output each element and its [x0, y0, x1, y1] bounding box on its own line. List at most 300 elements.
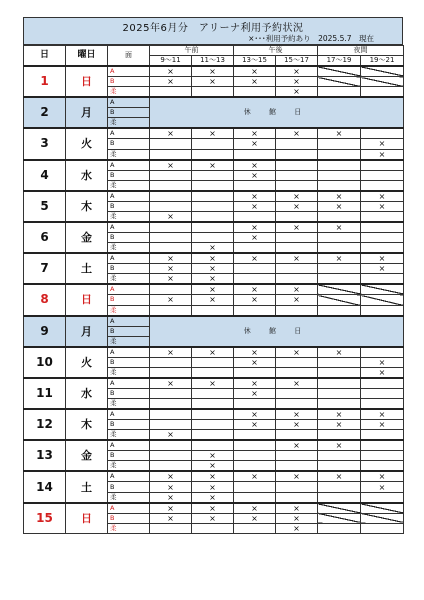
closed-day-label: 休 館 日 [150, 316, 404, 347]
facility-label: 柔 [108, 336, 150, 347]
empty-slot [276, 149, 318, 160]
facility-label: B [108, 482, 150, 492]
day-number: 4 [24, 160, 66, 191]
empty-slot [234, 461, 276, 472]
reserved-mark: × [361, 357, 404, 367]
facility-label: A [108, 97, 150, 108]
reserved-mark: × [276, 347, 318, 358]
facility-label: B [108, 357, 150, 367]
weekday: 火 [66, 128, 108, 159]
empty-slot [192, 170, 234, 180]
facility-label: B [108, 420, 150, 430]
reserved-mark: × [318, 420, 361, 430]
reserved-mark: × [192, 66, 234, 77]
empty-slot [150, 191, 192, 202]
reserved-mark: × [150, 160, 192, 171]
reserved-mark: × [361, 253, 404, 264]
empty-slot [318, 451, 361, 461]
facility-label: 柔 [108, 211, 150, 222]
empty-slot [192, 420, 234, 430]
reserved-mark: × [276, 409, 318, 420]
reserved-mark: × [150, 295, 192, 305]
weekday: 水 [66, 378, 108, 409]
facility-label: B [108, 232, 150, 242]
empty-slot [318, 399, 361, 410]
reserved-mark: × [276, 471, 318, 482]
reserved-mark: × [150, 503, 192, 514]
reserved-mark: × [150, 274, 192, 285]
facility-label: 柔 [108, 461, 150, 472]
empty-slot [318, 357, 361, 367]
reserved-mark: × [192, 243, 234, 254]
reserved-mark: × [276, 66, 318, 77]
empty-slot [361, 378, 404, 389]
weekday: 日 [66, 503, 108, 534]
empty-slot [192, 201, 234, 211]
table-row [24, 316, 404, 327]
reserved-mark: × [150, 66, 192, 77]
empty-slot [276, 399, 318, 410]
reserved-mark: × [276, 420, 318, 430]
reserved-mark: × [192, 128, 234, 139]
reserved-mark: × [234, 253, 276, 264]
empty-slot [276, 357, 318, 367]
reserved-mark: × [192, 378, 234, 389]
day-number: 2 [24, 97, 66, 128]
empty-slot [361, 461, 404, 472]
empty-slot [150, 399, 192, 410]
reserved-mark: × [192, 77, 234, 87]
table-row [24, 347, 404, 358]
col-header-day: 日 [24, 46, 66, 67]
reserved-mark: × [276, 222, 318, 233]
empty-slot [318, 305, 361, 316]
reserved-mark: × [234, 191, 276, 202]
facility-label: A [108, 316, 150, 327]
reserved-mark: × [361, 191, 404, 202]
facility-label: B [108, 77, 150, 87]
empty-slot [361, 170, 404, 180]
empty-slot [276, 430, 318, 441]
empty-slot [150, 357, 192, 367]
day-number: 10 [24, 347, 66, 378]
unavailable-slot [361, 503, 404, 514]
empty-slot [150, 305, 192, 316]
reserved-mark: × [234, 170, 276, 180]
page-title: 2025年6月分 アリーナ利用予約状況 [122, 23, 304, 34]
reserved-mark: × [234, 420, 276, 430]
weekday: 木 [66, 191, 108, 222]
empty-slot [318, 482, 361, 492]
empty-slot [234, 243, 276, 254]
weekday: 日 [66, 284, 108, 315]
empty-slot [361, 430, 404, 441]
empty-slot [318, 160, 361, 171]
facility-label: 柔 [108, 274, 150, 285]
empty-slot [192, 139, 234, 149]
day-number: 15 [24, 503, 66, 534]
facility-label: 柔 [108, 118, 150, 129]
reserved-mark: × [361, 471, 404, 482]
empty-slot [150, 222, 192, 233]
reserved-mark: × [318, 128, 361, 139]
reserved-mark: × [318, 347, 361, 358]
empty-slot [192, 211, 234, 222]
empty-slot [234, 523, 276, 533]
reserved-mark: × [318, 253, 361, 264]
reserved-mark: × [234, 284, 276, 295]
empty-slot [361, 211, 404, 222]
reserved-mark: × [276, 77, 318, 87]
reserved-mark: × [361, 139, 404, 149]
facility-label: A [108, 191, 150, 202]
reserved-mark: × [234, 201, 276, 211]
reserved-mark: × [361, 482, 404, 492]
day-number: 3 [24, 128, 66, 159]
empty-slot [276, 305, 318, 316]
empty-slot [234, 264, 276, 274]
day-number: 5 [24, 191, 66, 222]
facility-label: B [108, 295, 150, 305]
empty-slot [276, 170, 318, 180]
reserved-mark: × [276, 284, 318, 295]
day-number: 9 [24, 316, 66, 347]
reserved-mark: × [361, 367, 404, 378]
table-row [24, 222, 404, 233]
day-number: 8 [24, 284, 66, 315]
empty-slot [150, 87, 192, 98]
empty-slot [192, 357, 234, 367]
empty-slot [234, 451, 276, 461]
empty-slot [234, 430, 276, 441]
empty-slot [318, 523, 361, 533]
reserved-mark: × [192, 482, 234, 492]
empty-slot [234, 87, 276, 98]
empty-slot [192, 149, 234, 160]
reservation-sheet [23, 17, 403, 534]
empty-slot [234, 399, 276, 410]
reserved-mark: × [276, 201, 318, 211]
reserved-mark: × [192, 284, 234, 295]
reserved-mark: × [276, 128, 318, 139]
reserved-mark: × [150, 253, 192, 264]
reserved-mark: × [234, 77, 276, 87]
day-number: 7 [24, 253, 66, 284]
day-number: 6 [24, 222, 66, 253]
facility-label: 柔 [108, 492, 150, 503]
reserved-mark: × [192, 253, 234, 264]
table-row [24, 503, 404, 514]
facility-label: A [108, 160, 150, 171]
empty-slot [276, 461, 318, 472]
empty-slot [361, 160, 404, 171]
reserved-mark: × [276, 523, 318, 533]
reserved-mark: × [192, 451, 234, 461]
facility-label: 柔 [108, 523, 150, 533]
empty-slot [192, 440, 234, 451]
weekday: 火 [66, 347, 108, 378]
closed-day-label: 休 館 日 [150, 97, 404, 128]
empty-slot [318, 139, 361, 149]
reserved-mark: × [234, 347, 276, 358]
empty-slot [276, 482, 318, 492]
unavailable-slot [361, 295, 404, 305]
unavailable-slot [318, 284, 361, 295]
day-number: 13 [24, 440, 66, 471]
empty-slot [361, 274, 404, 285]
empty-slot [318, 492, 361, 503]
facility-label: A [108, 66, 150, 77]
empty-slot [234, 367, 276, 378]
unavailable-slot [361, 77, 404, 87]
col-header-facility: 面 [108, 46, 150, 67]
empty-slot [234, 274, 276, 285]
reserved-mark: × [234, 388, 276, 398]
reserved-mark: × [234, 139, 276, 149]
empty-slot [192, 388, 234, 398]
empty-slot [276, 264, 318, 274]
reserved-mark: × [234, 471, 276, 482]
empty-slot [276, 274, 318, 285]
facility-label: A [108, 284, 150, 295]
facility-label: B [108, 326, 150, 336]
empty-slot [318, 232, 361, 242]
empty-slot [361, 492, 404, 503]
unavailable-slot [318, 66, 361, 77]
table-row [24, 66, 404, 77]
reserved-mark: × [318, 222, 361, 233]
schedule-table [23, 45, 404, 534]
empty-slot [150, 139, 192, 149]
empty-slot [150, 201, 192, 211]
empty-slot [318, 211, 361, 222]
unavailable-slot [361, 66, 404, 77]
facility-label: B [108, 513, 150, 523]
empty-slot [361, 305, 404, 316]
reserved-mark: × [150, 482, 192, 492]
reserved-mark: × [361, 264, 404, 274]
empty-slot [150, 461, 192, 472]
table-row [24, 378, 404, 389]
facility-label: A [108, 440, 150, 451]
empty-slot [276, 367, 318, 378]
empty-slot [276, 139, 318, 149]
table-row [24, 440, 404, 451]
reserved-mark: × [150, 378, 192, 389]
reserved-mark: × [150, 128, 192, 139]
empty-slot [150, 367, 192, 378]
facility-label: 柔 [108, 243, 150, 254]
facility-label: A [108, 222, 150, 233]
facility-label: 柔 [108, 305, 150, 316]
reserved-mark: × [234, 357, 276, 367]
empty-slot [150, 180, 192, 191]
empty-slot [361, 243, 404, 254]
empty-slot [150, 149, 192, 160]
reserved-mark: × [192, 295, 234, 305]
unavailable-slot [318, 295, 361, 305]
slot-header: 13～15 [234, 56, 276, 67]
table-row [24, 128, 404, 139]
weekday: 土 [66, 253, 108, 284]
weekday: 金 [66, 440, 108, 471]
reserved-mark: × [234, 409, 276, 420]
group-header-afternoon: 午後 [234, 46, 318, 56]
empty-slot [150, 440, 192, 451]
empty-slot [318, 274, 361, 285]
table-row [24, 97, 404, 108]
facility-label: A [108, 409, 150, 420]
reserved-mark: × [234, 513, 276, 523]
table-row [24, 191, 404, 202]
reserved-mark: × [276, 191, 318, 202]
reserved-mark: × [192, 347, 234, 358]
reserved-mark: × [192, 264, 234, 274]
facility-label: A [108, 347, 150, 358]
empty-slot [150, 170, 192, 180]
reserved-mark: × [150, 513, 192, 523]
reserved-mark: × [192, 160, 234, 171]
reserved-mark: × [150, 77, 192, 87]
empty-slot [361, 232, 404, 242]
empty-slot [234, 492, 276, 503]
empty-slot [150, 388, 192, 398]
table-row [24, 471, 404, 482]
empty-slot [192, 232, 234, 242]
weekday: 土 [66, 471, 108, 502]
reserved-mark: × [234, 503, 276, 514]
empty-slot [276, 451, 318, 461]
empty-slot [361, 399, 404, 410]
table-row [24, 284, 404, 295]
empty-slot [192, 180, 234, 191]
empty-slot [361, 180, 404, 191]
empty-slot [318, 367, 361, 378]
weekday: 日 [66, 66, 108, 97]
reserved-mark: × [361, 201, 404, 211]
empty-slot [192, 523, 234, 533]
col-header-weekday: 曜日 [66, 46, 108, 67]
weekday: 金 [66, 222, 108, 253]
facility-label: B [108, 451, 150, 461]
reserved-mark: × [150, 471, 192, 482]
facility-label: A [108, 378, 150, 389]
empty-slot [276, 492, 318, 503]
reserved-mark: × [276, 503, 318, 514]
reserved-mark: × [318, 191, 361, 202]
slot-header: 17～19 [318, 56, 361, 67]
facility-label: B [108, 388, 150, 398]
empty-slot [192, 305, 234, 316]
empty-slot [276, 211, 318, 222]
reserved-mark: × [234, 128, 276, 139]
day-number: 1 [24, 66, 66, 97]
empty-slot [318, 388, 361, 398]
empty-slot [234, 180, 276, 191]
day-number: 11 [24, 378, 66, 409]
empty-slot [276, 160, 318, 171]
reserved-mark: × [150, 347, 192, 358]
reserved-mark: × [150, 492, 192, 503]
empty-slot [276, 243, 318, 254]
reserved-mark: × [150, 211, 192, 222]
empty-slot [150, 451, 192, 461]
facility-label: 柔 [108, 180, 150, 191]
schedule-body [24, 66, 404, 534]
legend-note: ×･･･利用予約あり 2025.5.7 現在 [248, 34, 374, 43]
empty-slot [318, 243, 361, 254]
empty-slot [361, 523, 404, 533]
reserved-mark: × [150, 264, 192, 274]
reserved-mark: × [318, 440, 361, 451]
table-row [24, 160, 404, 171]
facility-label: B [108, 170, 150, 180]
reserved-mark: × [234, 232, 276, 242]
empty-slot [361, 451, 404, 461]
empty-slot [150, 420, 192, 430]
reserved-mark: × [318, 471, 361, 482]
slot-header: 11～13 [192, 56, 234, 67]
empty-slot [361, 128, 404, 139]
table-row [24, 409, 404, 420]
empty-slot [361, 222, 404, 233]
empty-slot [234, 305, 276, 316]
facility-label: B [108, 139, 150, 149]
facility-label: B [108, 264, 150, 274]
empty-slot [192, 222, 234, 233]
facility-label: A [108, 128, 150, 139]
facility-label: A [108, 471, 150, 482]
unavailable-slot [361, 513, 404, 523]
facility-label: A [108, 503, 150, 514]
empty-slot [150, 243, 192, 254]
empty-slot [318, 149, 361, 160]
slot-header: 9～11 [150, 56, 192, 67]
empty-slot [318, 87, 361, 98]
reserved-mark: × [192, 513, 234, 523]
reserved-mark: × [318, 201, 361, 211]
facility-label: 柔 [108, 149, 150, 160]
empty-slot [318, 378, 361, 389]
empty-slot [150, 284, 192, 295]
facility-label: 柔 [108, 87, 150, 98]
empty-slot [318, 180, 361, 191]
weekday: 月 [66, 316, 108, 347]
reserved-mark: × [318, 409, 361, 420]
reserved-mark: × [276, 440, 318, 451]
reserved-mark: × [234, 295, 276, 305]
empty-slot [192, 409, 234, 420]
empty-slot [361, 347, 404, 358]
empty-slot [192, 399, 234, 410]
empty-slot [150, 523, 192, 533]
facility-label: 柔 [108, 430, 150, 441]
empty-slot [318, 264, 361, 274]
empty-slot [276, 232, 318, 242]
empty-slot [192, 430, 234, 441]
empty-slot [318, 170, 361, 180]
reserved-mark: × [276, 513, 318, 523]
facility-label: B [108, 108, 150, 118]
empty-slot [234, 211, 276, 222]
empty-slot [192, 191, 234, 202]
reserved-mark: × [192, 503, 234, 514]
facility-label: B [108, 201, 150, 211]
reserved-mark: × [192, 492, 234, 503]
day-number: 12 [24, 409, 66, 440]
table-row [24, 253, 404, 264]
title-band [23, 17, 403, 45]
